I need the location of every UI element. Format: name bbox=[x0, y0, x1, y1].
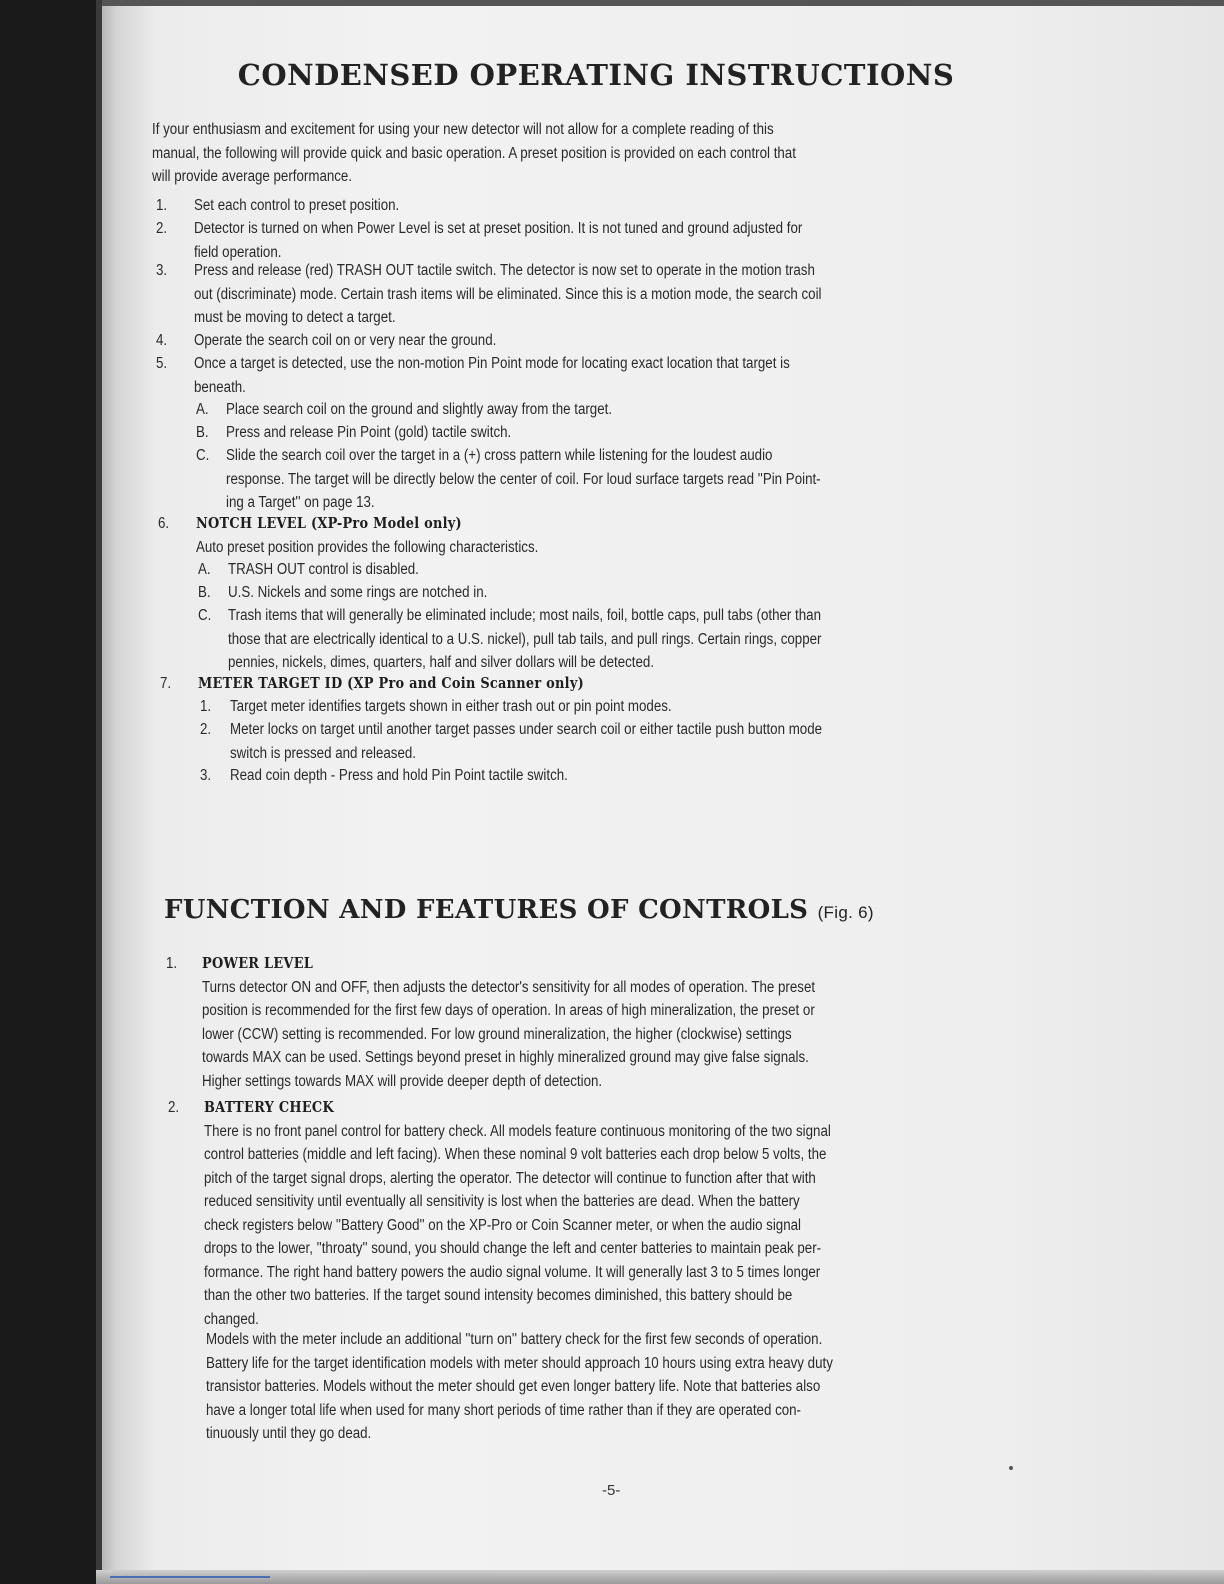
document-page bbox=[96, 0, 1224, 1584]
step-4-number: 4. bbox=[156, 332, 168, 349]
figure-reference: (Fig. 6) bbox=[817, 903, 874, 922]
feature-2-text-continued: Models with the meter include an additional ''turn on'' battery check for the first few seconds of operation. Battery life for the target identification models with meter should approach 10 hours using extra heavy duty transistor batteries. Models without the meter should get even longer battery life. Note that batteries also have a longer total life when used for many short periods of time rather than if they are operated con- tinuously until they go dead. bbox=[206, 1331, 833, 1442]
step-6-text: NOTCH LEVEL (XP-Pro Model only) Auto preset position provides the following characteristics. bbox=[196, 514, 539, 556]
feature-2-text: BATTERY CHECK There is no front panel control for battery check. All models feature continuous monitoring of the two signal control batteries (middle and left facing). When these nominal 9 volt batteries each drop below 5 volts, the pitch of the target signal drops, alerting the operator. The detector will continue to function after that with reduced sensitivity until eventually all sensitivity is lost when the batteries are dead. When the battery check registers below ''Battery Good'' on the XP-Pro or Coin Scanner meter, or when the audio signal drops to the lower, ''throaty'' sound, you should change the left and center batteries to maintain peak per- formance. The right hand battery powers the audio signal volume. It will generally last 3 to 5 times longer than the other two batteries. If the target sound intensity becomes diminished, this battery should be changed. bbox=[204, 1098, 831, 1328]
step-1-text: Set each control to preset position. bbox=[194, 197, 400, 214]
step-5b-text: Press and release Pin Point (gold) tactile switch. bbox=[226, 424, 512, 441]
section-title: FUNCTION AND FEATURES OF CONTROLS (Fig. 6) bbox=[164, 895, 874, 925]
step-1-number: 1. bbox=[156, 197, 168, 214]
battery-check-heading: BATTERY CHECK bbox=[204, 1098, 334, 1116]
step-6a-text: TRASH OUT control is disabled. bbox=[228, 561, 419, 578]
step-5-text: Once a target is detected, use the non-motion Pin Point mode for locating exact location that target is beneath. bbox=[194, 355, 790, 396]
power-level-heading: POWER LEVEL bbox=[202, 954, 314, 972]
feature-2-number: 2. bbox=[168, 1099, 180, 1116]
step-2-text: Detector is turned on when Power Level is set at preset position. It is not tuned and ground adjusted for field operation. bbox=[194, 220, 803, 261]
step-6a-letter: A. bbox=[198, 561, 211, 578]
step-7-3-number: 3. bbox=[200, 767, 212, 784]
step-6-number: 6. bbox=[158, 515, 170, 532]
step-7-2-text: Meter locks on target until another target passes under search coil or either tactile push button mode switch is pressed and released. bbox=[230, 721, 823, 762]
step-5a-text: Place search coil on the ground and slightly away from the target. bbox=[226, 401, 613, 418]
step-6b-text: U.S. Nickels and some rings are notched in. bbox=[228, 584, 488, 601]
step-5-number: 5. bbox=[156, 355, 168, 372]
step-7-1-text: Target meter identifies targets shown in either trash out or pin point modes. bbox=[230, 698, 672, 715]
page-number: -5- bbox=[602, 1482, 621, 1499]
step-6b-letter: B. bbox=[198, 584, 211, 601]
feature-1-text: POWER LEVEL Turns detector ON and OFF, then adjusts the detector's sensitivity for all modes of operation. The preset position is recommended for the first few days of operation. In areas of high mineralization, the preset or lower (CCW) setting is recommended. For low ground mineralization, the higher (clockwise) settings towards MAX can be used. Settings beyond preset in highly mineralized ground may give false signals. Higher settings towards MAX will provide deeper depth of detection. bbox=[202, 954, 816, 1090]
meter-target-id-heading: METER TARGET ID (XP Pro and Coin Scanner only) bbox=[198, 674, 584, 692]
step-5b-letter: B. bbox=[196, 424, 209, 441]
step-7-2-number: 2. bbox=[200, 721, 212, 738]
step-5c-letter: C. bbox=[196, 447, 210, 464]
step-3-number: 3. bbox=[156, 262, 168, 279]
step-7-3-text: Read coin depth - Press and hold Pin Point tactile switch. bbox=[230, 767, 568, 784]
step-7-1-number: 1. bbox=[200, 698, 212, 715]
step-6c-text: Trash items that will generally be eliminated include; most nails, foil, bottle caps, pull tabs (other than those that are electrically identical to a U.S. nickel), pull tab tails, and pull rings. Certain rings, copper pennies, nickels, dimes, quarters, half and silver dollars will be detected. bbox=[228, 607, 822, 671]
step-7-number: 7. bbox=[160, 675, 172, 692]
bottom-blue-line bbox=[110, 1576, 270, 1578]
step-3-text: Press and release (red) TRASH OUT tactile switch. The detector is now set to operate in the motion trash out (discriminate) mode. Certain trash items will be eliminated. Since this is a motion mode, the search coil must be moving to detect a target. bbox=[194, 262, 822, 326]
step-2-number: 2. bbox=[156, 220, 168, 237]
intro-paragraph: If your enthusiasm and excitement for using your new detector will not allow for a complete reading of this manual, the following will provide quick and basic operation. A preset position is provided on each control that will provide average performance. bbox=[152, 121, 796, 185]
step-5c-text: Slide the search coil over the target in a (+) cross pattern while listening for the loudest audio response. The target will be directly below the center of coil. For loud surface targets read ''Pin Point- ing a Target'' on page 13. bbox=[226, 447, 821, 511]
notch-level-heading: NOTCH LEVEL (XP-Pro Model only) bbox=[196, 514, 462, 532]
step-6c-letter: C. bbox=[198, 607, 212, 624]
top-edge bbox=[96, 0, 1224, 6]
step-4-text: Operate the search coil on or very near the ground. bbox=[194, 332, 497, 349]
speck-mark bbox=[1009, 1466, 1013, 1470]
page-title: CONDENSED OPERATING INSTRUCTIONS bbox=[237, 58, 955, 92]
feature-1-number: 1. bbox=[166, 955, 178, 972]
step-7-text bbox=[198, 672, 584, 696]
step-5a-letter: A. bbox=[196, 401, 209, 418]
binding-edge bbox=[96, 0, 102, 1584]
